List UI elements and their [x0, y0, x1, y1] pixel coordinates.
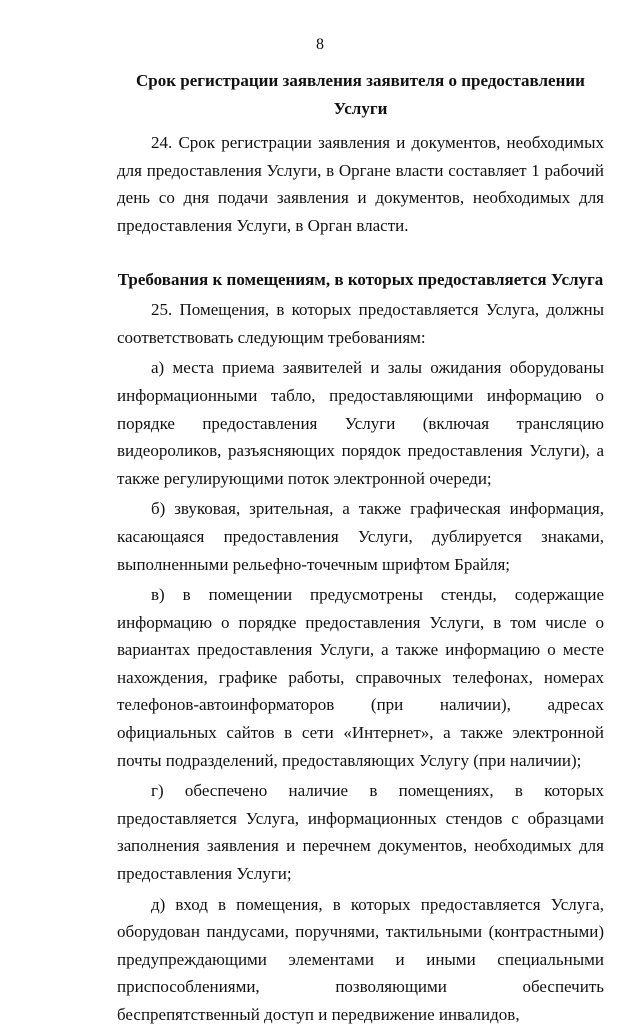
paragraph-25-d: д) вход в помещения, в которых предоставляется Услуга, оборудован пандусами, поручнями, тактильными (контрастными) предупреждающими элементами и иными специальными приспособлениями, позволяющими обеспечить беспрепятственный доступ и передвижение инвалидов,	[117, 894, 604, 1024]
section-heading-premises: Требования к помещениям, в которых предоставляется Услуга	[117, 269, 604, 289]
paragraph-25-b: б) звуковая, зрительная, а также графическая информация, касающаяся предоставления Услуги, дублируется знаками, выполненными рельефно-точечным шрифтом Брайля;	[117, 499, 604, 574]
paragraph-25-v: в) в помещении предусмотрены стенды, содержащие информацию о порядке предоставления Услуги, в том числе о вариантах предоставления Услуги, а также информацию о месте нахождения, графике работы, справочных телефонах, номерах телефонов-автоинформаторов (при наличии), адресах официальных сайтов в сети «Интернет», а также электронной почты подразделений, предоставляющих Услугу (при наличии);	[117, 585, 604, 770]
page-number: 8	[316, 36, 324, 53]
paragraph-25-g: г) обеспечено наличие в помещениях, в которых предоставляется Услуга, информационных стендов с образцами заполнения заявления и перечнем документов, необходимых для предоставления Услуги;	[117, 781, 604, 884]
paragraph-24: 24. Срок регистрации заявления и документов, необходимых для предоставления Услуги, в Органе власти составляет 1 рабочий день со дня подачи заявления и документов, необходимых для предоставления Услуги, в Орган власти.	[117, 133, 604, 235]
document-body	[117, 60, 604, 1029]
section-heading-registration: Срок регистрации заявления заявителя о предоставлении Услуги	[136, 71, 585, 118]
paragraph-25-a: а) места приема заявителей и залы ожидания оборудованы информационными табло, предоставляющими информацию о порядке предоставления Услуги (включая трансляцию видеороликов, разъясняющих порядок предоставления Услуги), а также регулирующими поток электронной очереди;	[117, 358, 604, 488]
paragraph-25: 25. Помещения, в которых предоставляется Услуга, должны соответствовать следующим требованиям:	[117, 300, 604, 347]
